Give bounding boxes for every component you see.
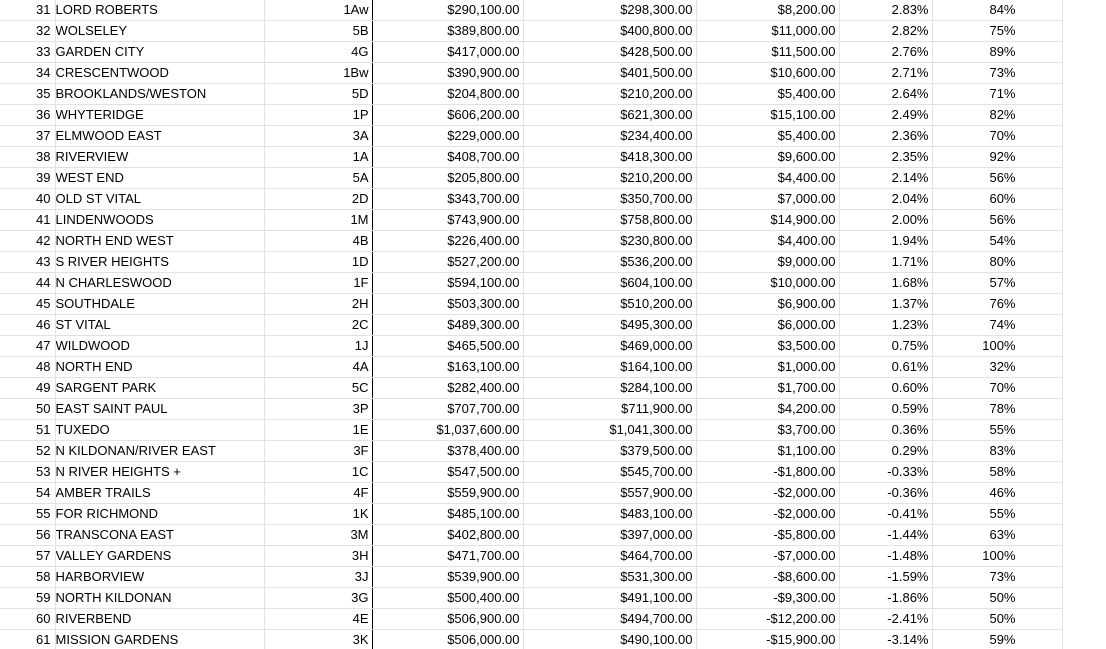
percent-change-cell[interactable]: 1.94%	[839, 231, 932, 252]
table-row[interactable]	[0, 588, 1062, 609]
table-row[interactable]	[0, 252, 1062, 273]
percent-change-cell[interactable]: 0.59%	[839, 399, 932, 420]
code-cell[interactable]: 3A	[264, 126, 372, 147]
percent-change-cell[interactable]: -0.41%	[839, 504, 932, 525]
value-2-cell[interactable]: $557,900.00	[523, 483, 696, 504]
value-1-cell[interactable]: $465,500.00	[372, 336, 523, 357]
percent-change-cell[interactable]: 1.37%	[839, 294, 932, 315]
value-2-cell[interactable]: $164,100.00	[523, 357, 696, 378]
difference-cell[interactable]: -$2,000.00	[696, 504, 839, 525]
value-2-cell[interactable]: $401,500.00	[523, 63, 696, 84]
code-cell[interactable]: 2C	[264, 315, 372, 336]
value-2-cell[interactable]: $230,800.00	[523, 231, 696, 252]
difference-cell[interactable]: $1,000.00	[696, 357, 839, 378]
share-cell[interactable]: 55%	[932, 420, 1062, 441]
code-cell[interactable]: 4A	[264, 357, 372, 378]
value-2-cell[interactable]: $418,300.00	[523, 147, 696, 168]
share-cell[interactable]: 56%	[932, 210, 1062, 231]
value-1-cell[interactable]: $1,037,600.00	[372, 420, 523, 441]
rank-cell[interactable]: 35	[0, 84, 55, 105]
code-cell[interactable]: 4E	[264, 609, 372, 630]
difference-cell[interactable]: -$15,900.00	[696, 630, 839, 649]
difference-cell[interactable]: $6,900.00	[696, 294, 839, 315]
table-row[interactable]	[0, 63, 1062, 84]
table-row[interactable]	[0, 357, 1062, 378]
rank-cell[interactable]: 37	[0, 126, 55, 147]
share-cell[interactable]: 89%	[932, 42, 1062, 63]
table-row[interactable]	[0, 504, 1062, 525]
code-cell[interactable]: 1P	[264, 105, 372, 126]
value-1-cell[interactable]: $204,800.00	[372, 84, 523, 105]
neighbourhood-cell[interactable]: TUXEDO	[55, 420, 264, 441]
value-1-cell[interactable]: $503,300.00	[372, 294, 523, 315]
value-2-cell[interactable]: $491,100.00	[523, 588, 696, 609]
neighbourhood-cell[interactable]: WOLSELEY	[55, 21, 264, 42]
table-row[interactable]	[0, 84, 1062, 105]
percent-change-cell[interactable]: -3.14%	[839, 630, 932, 649]
code-cell[interactable]: 1Aw	[264, 0, 372, 21]
share-cell[interactable]: 50%	[932, 588, 1062, 609]
code-cell[interactable]: 4F	[264, 483, 372, 504]
value-1-cell[interactable]: $390,900.00	[372, 63, 523, 84]
code-cell[interactable]: 1E	[264, 420, 372, 441]
table-row[interactable]	[0, 273, 1062, 294]
difference-cell[interactable]: $3,700.00	[696, 420, 839, 441]
neighbourhood-cell[interactable]: NORTH END WEST	[55, 231, 264, 252]
value-1-cell[interactable]: $290,100.00	[372, 0, 523, 21]
share-cell[interactable]: 100%	[932, 546, 1062, 567]
table-row[interactable]	[0, 21, 1062, 42]
value-1-cell[interactable]: $500,400.00	[372, 588, 523, 609]
percent-change-cell[interactable]: -1.86%	[839, 588, 932, 609]
neighbourhood-cell[interactable]: LORD ROBERTS	[55, 0, 264, 21]
code-cell[interactable]: 1Bw	[264, 63, 372, 84]
share-cell[interactable]: 83%	[932, 441, 1062, 462]
code-cell[interactable]: 2D	[264, 189, 372, 210]
value-1-cell[interactable]: $506,000.00	[372, 630, 523, 649]
table-row[interactable]	[0, 609, 1062, 630]
code-cell[interactable]: 2H	[264, 294, 372, 315]
value-2-cell[interactable]: $210,200.00	[523, 168, 696, 189]
value-2-cell[interactable]: $604,100.00	[523, 273, 696, 294]
table-row[interactable]	[0, 231, 1062, 252]
neighbourhood-cell[interactable]: N RIVER HEIGHTS +	[55, 462, 264, 483]
percent-change-cell[interactable]: 1.68%	[839, 273, 932, 294]
table-row[interactable]	[0, 126, 1062, 147]
value-1-cell[interactable]: $471,700.00	[372, 546, 523, 567]
code-cell[interactable]: 5A	[264, 168, 372, 189]
table-row[interactable]	[0, 336, 1062, 357]
value-2-cell[interactable]: $483,100.00	[523, 504, 696, 525]
difference-cell[interactable]: $8,200.00	[696, 0, 839, 21]
difference-cell[interactable]: $1,100.00	[696, 441, 839, 462]
value-1-cell[interactable]: $743,900.00	[372, 210, 523, 231]
value-1-cell[interactable]: $282,400.00	[372, 378, 523, 399]
difference-cell[interactable]: -$9,300.00	[696, 588, 839, 609]
code-cell[interactable]: 3H	[264, 546, 372, 567]
value-2-cell[interactable]: $545,700.00	[523, 462, 696, 483]
difference-cell[interactable]: $10,000.00	[696, 273, 839, 294]
value-2-cell[interactable]: $284,100.00	[523, 378, 696, 399]
neighbourhood-cell[interactable]: MISSION GARDENS	[55, 630, 264, 649]
value-1-cell[interactable]: $417,000.00	[372, 42, 523, 63]
rank-cell[interactable]: 47	[0, 336, 55, 357]
neighbourhood-cell[interactable]: EAST SAINT PAUL	[55, 399, 264, 420]
percent-change-cell[interactable]: 0.61%	[839, 357, 932, 378]
difference-cell[interactable]: -$5,800.00	[696, 525, 839, 546]
difference-cell[interactable]: -$12,200.00	[696, 609, 839, 630]
share-cell[interactable]: 100%	[932, 336, 1062, 357]
code-cell[interactable]: 1A	[264, 147, 372, 168]
percent-change-cell[interactable]: 2.64%	[839, 84, 932, 105]
difference-cell[interactable]: -$8,600.00	[696, 567, 839, 588]
value-1-cell[interactable]: $402,800.00	[372, 525, 523, 546]
value-2-cell[interactable]: $495,300.00	[523, 315, 696, 336]
neighbourhood-cell[interactable]: RIVERBEND	[55, 609, 264, 630]
neighbourhood-cell[interactable]: OLD ST VITAL	[55, 189, 264, 210]
table-row[interactable]	[0, 147, 1062, 168]
rank-cell[interactable]: 53	[0, 462, 55, 483]
code-cell[interactable]: 1K	[264, 504, 372, 525]
percent-change-cell[interactable]: -1.44%	[839, 525, 932, 546]
value-2-cell[interactable]: $536,200.00	[523, 252, 696, 273]
percent-change-cell[interactable]: 2.14%	[839, 168, 932, 189]
rank-cell[interactable]: 58	[0, 567, 55, 588]
share-cell[interactable]: 50%	[932, 609, 1062, 630]
rank-cell[interactable]: 49	[0, 378, 55, 399]
rank-cell[interactable]: 33	[0, 42, 55, 63]
neighbourhood-cell[interactable]: WEST END	[55, 168, 264, 189]
neighbourhood-cell[interactable]: WHYTERIDGE	[55, 105, 264, 126]
difference-cell[interactable]: $15,100.00	[696, 105, 839, 126]
table-row[interactable]	[0, 546, 1062, 567]
rank-cell[interactable]: 42	[0, 231, 55, 252]
neighbourhood-cell[interactable]: HARBORVIEW	[55, 567, 264, 588]
rank-cell[interactable]: 60	[0, 609, 55, 630]
rank-cell[interactable]: 57	[0, 546, 55, 567]
neighbourhood-cell[interactable]: NORTH END	[55, 357, 264, 378]
neighbourhood-cell[interactable]: LINDENWOODS	[55, 210, 264, 231]
percent-change-cell[interactable]: -0.36%	[839, 483, 932, 504]
difference-cell[interactable]: $10,600.00	[696, 63, 839, 84]
code-cell[interactable]: 1J	[264, 336, 372, 357]
share-cell[interactable]: 73%	[932, 63, 1062, 84]
value-1-cell[interactable]: $226,400.00	[372, 231, 523, 252]
share-cell[interactable]: 59%	[932, 630, 1062, 649]
value-1-cell[interactable]: $559,900.00	[372, 483, 523, 504]
value-1-cell[interactable]: $489,300.00	[372, 315, 523, 336]
rank-cell[interactable]: 46	[0, 315, 55, 336]
share-cell[interactable]: 76%	[932, 294, 1062, 315]
value-2-cell[interactable]: $464,700.00	[523, 546, 696, 567]
table-row[interactable]	[0, 42, 1062, 63]
code-cell[interactable]: 3J	[264, 567, 372, 588]
code-cell[interactable]: 3M	[264, 525, 372, 546]
difference-cell[interactable]: $1,700.00	[696, 378, 839, 399]
value-2-cell[interactable]: $531,300.00	[523, 567, 696, 588]
value-1-cell[interactable]: $205,800.00	[372, 168, 523, 189]
percent-change-cell[interactable]: -1.48%	[839, 546, 932, 567]
code-cell[interactable]: 3F	[264, 441, 372, 462]
rank-cell[interactable]: 55	[0, 504, 55, 525]
rank-cell[interactable]: 61	[0, 630, 55, 649]
difference-cell[interactable]: $5,400.00	[696, 84, 839, 105]
percent-change-cell[interactable]: 2.36%	[839, 126, 932, 147]
rank-cell[interactable]: 36	[0, 105, 55, 126]
neighbourhood-cell[interactable]: GARDEN CITY	[55, 42, 264, 63]
value-2-cell[interactable]: $494,700.00	[523, 609, 696, 630]
code-cell[interactable]: 3P	[264, 399, 372, 420]
value-1-cell[interactable]: $229,000.00	[372, 126, 523, 147]
neighbourhood-cell[interactable]: AMBER TRAILS	[55, 483, 264, 504]
rank-cell[interactable]: 38	[0, 147, 55, 168]
value-1-cell[interactable]: $506,900.00	[372, 609, 523, 630]
percent-change-cell[interactable]: -1.59%	[839, 567, 932, 588]
value-1-cell[interactable]: $547,500.00	[372, 462, 523, 483]
value-2-cell[interactable]: $758,800.00	[523, 210, 696, 231]
percent-change-cell[interactable]: 0.60%	[839, 378, 932, 399]
code-cell[interactable]: 4B	[264, 231, 372, 252]
share-cell[interactable]: 71%	[932, 84, 1062, 105]
code-cell[interactable]: 5D	[264, 84, 372, 105]
rank-cell[interactable]: 59	[0, 588, 55, 609]
rank-cell[interactable]: 31	[0, 0, 55, 21]
percent-change-cell[interactable]: 1.71%	[839, 252, 932, 273]
value-1-cell[interactable]: $527,200.00	[372, 252, 523, 273]
value-2-cell[interactable]: $621,300.00	[523, 105, 696, 126]
rank-cell[interactable]: 43	[0, 252, 55, 273]
share-cell[interactable]: 32%	[932, 357, 1062, 378]
value-2-cell[interactable]: $469,000.00	[523, 336, 696, 357]
difference-cell[interactable]: $9,600.00	[696, 147, 839, 168]
value-2-cell[interactable]: $1,041,300.00	[523, 420, 696, 441]
neighbourhood-cell[interactable]: NORTH KILDONAN	[55, 588, 264, 609]
share-cell[interactable]: 75%	[932, 21, 1062, 42]
value-2-cell[interactable]: $234,400.00	[523, 126, 696, 147]
neighbourhood-cell[interactable]: TRANSCONA EAST	[55, 525, 264, 546]
table-row[interactable]	[0, 168, 1062, 189]
neighbourhood-cell[interactable]: N KILDONAN/RIVER EAST	[55, 441, 264, 462]
code-cell[interactable]: 1C	[264, 462, 372, 483]
share-cell[interactable]: 46%	[932, 483, 1062, 504]
table-row[interactable]	[0, 294, 1062, 315]
rank-cell[interactable]: 48	[0, 357, 55, 378]
code-cell[interactable]: 4G	[264, 42, 372, 63]
code-cell[interactable]: 3K	[264, 630, 372, 649]
percent-change-cell[interactable]: 1.23%	[839, 315, 932, 336]
neighbourhood-cell[interactable]: SOUTHDALE	[55, 294, 264, 315]
value-1-cell[interactable]: $408,700.00	[372, 147, 523, 168]
percent-change-cell[interactable]: 2.76%	[839, 42, 932, 63]
neighbourhood-cell[interactable]: BROOKLANDS/WESTON	[55, 84, 264, 105]
percent-change-cell[interactable]: 2.82%	[839, 21, 932, 42]
value-1-cell[interactable]: $539,900.00	[372, 567, 523, 588]
value-1-cell[interactable]: $606,200.00	[372, 105, 523, 126]
difference-cell[interactable]: $3,500.00	[696, 336, 839, 357]
value-1-cell[interactable]: $594,100.00	[372, 273, 523, 294]
rank-cell[interactable]: 50	[0, 399, 55, 420]
difference-cell[interactable]: -$7,000.00	[696, 546, 839, 567]
difference-cell[interactable]: -$1,800.00	[696, 462, 839, 483]
neighbourhood-cell[interactable]: VALLEY GARDENS	[55, 546, 264, 567]
neighbourhood-cell[interactable]: CRESCENTWOOD	[55, 63, 264, 84]
value-2-cell[interactable]: $400,800.00	[523, 21, 696, 42]
rank-cell[interactable]: 40	[0, 189, 55, 210]
value-2-cell[interactable]: $397,000.00	[523, 525, 696, 546]
value-2-cell[interactable]: $379,500.00	[523, 441, 696, 462]
share-cell[interactable]: 78%	[932, 399, 1062, 420]
value-2-cell[interactable]: $428,500.00	[523, 42, 696, 63]
share-cell[interactable]: 55%	[932, 504, 1062, 525]
difference-cell[interactable]: $14,900.00	[696, 210, 839, 231]
percent-change-cell[interactable]: 2.04%	[839, 189, 932, 210]
code-cell[interactable]: 1M	[264, 210, 372, 231]
neighbourhood-cell[interactable]: WILDWOOD	[55, 336, 264, 357]
percent-change-cell[interactable]: -2.41%	[839, 609, 932, 630]
share-cell[interactable]: 92%	[932, 147, 1062, 168]
table-row[interactable]	[0, 105, 1062, 126]
share-cell[interactable]: 56%	[932, 168, 1062, 189]
share-cell[interactable]: 58%	[932, 462, 1062, 483]
code-cell[interactable]: 5B	[264, 21, 372, 42]
value-2-cell[interactable]: $490,100.00	[523, 630, 696, 649]
code-cell[interactable]: 5C	[264, 378, 372, 399]
percent-change-cell[interactable]: 0.75%	[839, 336, 932, 357]
rank-cell[interactable]: 54	[0, 483, 55, 504]
neighbourhood-cell[interactable]: ELMWOOD EAST	[55, 126, 264, 147]
table-row[interactable]	[0, 483, 1062, 504]
value-1-cell[interactable]: $343,700.00	[372, 189, 523, 210]
rank-cell[interactable]: 32	[0, 21, 55, 42]
neighbourhood-cell[interactable]: S RIVER HEIGHTS	[55, 252, 264, 273]
share-cell[interactable]: 73%	[932, 567, 1062, 588]
share-cell[interactable]: 60%	[932, 189, 1062, 210]
rank-cell[interactable]: 56	[0, 525, 55, 546]
percent-change-cell[interactable]: 0.29%	[839, 441, 932, 462]
difference-cell[interactable]: $5,400.00	[696, 126, 839, 147]
difference-cell[interactable]: $4,200.00	[696, 399, 839, 420]
percent-change-cell[interactable]: 2.71%	[839, 63, 932, 84]
difference-cell[interactable]: $7,000.00	[696, 189, 839, 210]
table-row[interactable]	[0, 189, 1062, 210]
value-2-cell[interactable]: $711,900.00	[523, 399, 696, 420]
neighbourhood-cell[interactable]: RIVERVIEW	[55, 147, 264, 168]
code-cell[interactable]: 1D	[264, 252, 372, 273]
table-row[interactable]	[0, 399, 1062, 420]
table-row[interactable]	[0, 441, 1062, 462]
value-2-cell[interactable]: $210,200.00	[523, 84, 696, 105]
neighbourhood-cell[interactable]: N CHARLESWOOD	[55, 273, 264, 294]
share-cell[interactable]: 84%	[932, 0, 1062, 21]
share-cell[interactable]: 54%	[932, 231, 1062, 252]
value-1-cell[interactable]: $485,100.00	[372, 504, 523, 525]
percent-change-cell[interactable]: 2.83%	[839, 0, 932, 21]
value-2-cell[interactable]: $350,700.00	[523, 189, 696, 210]
neighbourhood-cell[interactable]: FOR RICHMOND	[55, 504, 264, 525]
table-row[interactable]	[0, 0, 1062, 21]
percent-change-cell[interactable]: -0.33%	[839, 462, 932, 483]
table-row[interactable]	[0, 525, 1062, 546]
table-row[interactable]	[0, 378, 1062, 399]
value-1-cell[interactable]: $163,100.00	[372, 357, 523, 378]
table-row[interactable]	[0, 462, 1062, 483]
table-row[interactable]	[0, 315, 1062, 336]
difference-cell[interactable]: -$2,000.00	[696, 483, 839, 504]
rank-cell[interactable]: 51	[0, 420, 55, 441]
difference-cell[interactable]: $6,000.00	[696, 315, 839, 336]
percent-change-cell[interactable]: 2.49%	[839, 105, 932, 126]
rank-cell[interactable]: 41	[0, 210, 55, 231]
value-1-cell[interactable]: $378,400.00	[372, 441, 523, 462]
code-cell[interactable]: 1F	[264, 273, 372, 294]
share-cell[interactable]: 57%	[932, 273, 1062, 294]
value-2-cell[interactable]: $510,200.00	[523, 294, 696, 315]
value-1-cell[interactable]: $389,800.00	[372, 21, 523, 42]
share-cell[interactable]: 63%	[932, 525, 1062, 546]
share-cell[interactable]: 70%	[932, 378, 1062, 399]
value-2-cell[interactable]: $298,300.00	[523, 0, 696, 21]
percent-change-cell[interactable]: 0.36%	[839, 420, 932, 441]
table-row[interactable]	[0, 630, 1062, 649]
rank-cell[interactable]: 34	[0, 63, 55, 84]
share-cell[interactable]: 74%	[932, 315, 1062, 336]
table-row[interactable]	[0, 210, 1062, 231]
code-cell[interactable]: 3G	[264, 588, 372, 609]
share-cell[interactable]: 82%	[932, 105, 1062, 126]
difference-cell[interactable]: $4,400.00	[696, 168, 839, 189]
share-cell[interactable]: 70%	[932, 126, 1062, 147]
rank-cell[interactable]: 45	[0, 294, 55, 315]
table-row[interactable]	[0, 420, 1062, 441]
share-cell[interactable]: 80%	[932, 252, 1062, 273]
neighbourhood-cell[interactable]: ST VITAL	[55, 315, 264, 336]
rank-cell[interactable]: 39	[0, 168, 55, 189]
difference-cell[interactable]: $11,000.00	[696, 21, 839, 42]
percent-change-cell[interactable]: 2.35%	[839, 147, 932, 168]
percent-change-cell[interactable]: 2.00%	[839, 210, 932, 231]
rank-cell[interactable]: 52	[0, 441, 55, 462]
table-row[interactable]	[0, 567, 1062, 588]
difference-cell[interactable]: $4,400.00	[696, 231, 839, 252]
neighbourhood-cell[interactable]: SARGENT PARK	[55, 378, 264, 399]
difference-cell[interactable]: $9,000.00	[696, 252, 839, 273]
value-1-cell[interactable]: $707,700.00	[372, 399, 523, 420]
difference-cell[interactable]: $11,500.00	[696, 42, 839, 63]
rank-cell[interactable]: 44	[0, 273, 55, 294]
